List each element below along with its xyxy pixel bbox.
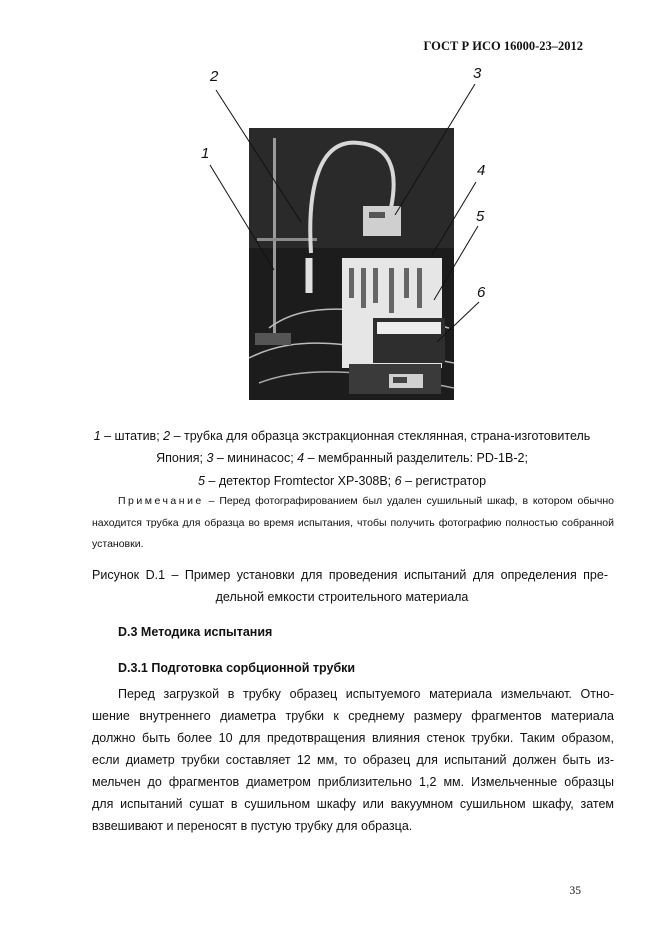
leader-line-5 <box>434 226 478 300</box>
legend-text-7: – регистратор <box>401 474 487 488</box>
legend-text-1: – штатив; <box>100 429 164 443</box>
legend-number-3: 3 <box>206 451 214 465</box>
callout-6: 6 <box>477 284 486 301</box>
figure-legend-line-3 <box>72 470 612 492</box>
leader-line-3 <box>395 84 475 215</box>
callout-2: 2 <box>210 68 219 85</box>
legend-text-5: – мембранный разделитель: PD-1B-2; <box>304 451 528 465</box>
leader-line-2 <box>216 90 301 222</box>
leader-line-4 <box>432 182 476 255</box>
section-heading: D.3 Методика испытания <box>118 625 273 639</box>
note-label: Примечание <box>118 495 204 507</box>
standard-code: ГОСТ Р ИСО 16000-23–2012 <box>423 39 583 53</box>
legend-text-2: – трубка для образца экстракционная стеклянная, страна-изготовитель <box>170 429 591 443</box>
subsection-heading: D.3.1 Подготовка сорбционной трубки <box>118 661 356 675</box>
paragraph-line-6: для испытаний сушат в сушильном шкафу или вакуумном сушильном шкафу, затем <box>92 797 614 811</box>
legend-number-6: 6 <box>394 474 402 488</box>
legend-text-6: – детектор Fromtector XP-308B; <box>204 474 395 488</box>
figure-legend-line-1 <box>72 425 612 447</box>
paragraph-line-1: Перед загрузкой в трубку образец испытуемого материала измельчают. Отно- <box>118 687 614 701</box>
leader-line-6 <box>437 302 479 342</box>
legend-number-5: 5 <box>197 474 205 488</box>
callout-5: 5 <box>476 208 485 225</box>
callout-4: 4 <box>477 162 486 179</box>
legend-number-1: 1 <box>93 429 101 443</box>
legend-text-4: – мининасос; <box>213 451 298 465</box>
figure-caption-line-2: дельной емкости строительного материала <box>215 590 469 604</box>
figure-legend-line-2 <box>72 447 612 469</box>
page-number: 35 <box>569 885 581 897</box>
paragraph-line-2: шение внутреннего диаметра трубки к среднему размеру фрагментов материала <box>92 709 614 723</box>
callout-3: 3 <box>473 65 482 82</box>
figure-note <box>92 491 614 556</box>
paragraph-line-4: если диаметр трубки составляет 12 мм, то образец для испытаний должен быть из- <box>92 753 614 767</box>
callout-1: 1 <box>201 145 210 162</box>
note-text: – Перед фотографированием был удален сушильный шкаф, в котором обычно находится трубка для образца во время испытания, чтобы получить фотографию полностью собранной установки. <box>92 495 614 550</box>
paragraph-line-3: должно быть более 10 для предотвращения влияния стенок трубки. Таким образом, <box>92 731 614 745</box>
paragraph-line-7: взвешивают и переносят в пустую трубку для образца. <box>92 819 413 833</box>
legend-number-4: 4 <box>297 451 305 465</box>
figure-caption-line-1: Рисунок D.1 – Пример установки для проведения испытаний для определения пре- <box>92 568 608 582</box>
legend-number-2: 2 <box>163 429 171 443</box>
legend-text-3: Япония; <box>156 451 207 465</box>
paragraph-line-5: мельчен до фрагментов диаметром приблизительно 1,2 мм. Измельченные образцы <box>92 775 614 789</box>
leader-line-1 <box>210 165 274 270</box>
